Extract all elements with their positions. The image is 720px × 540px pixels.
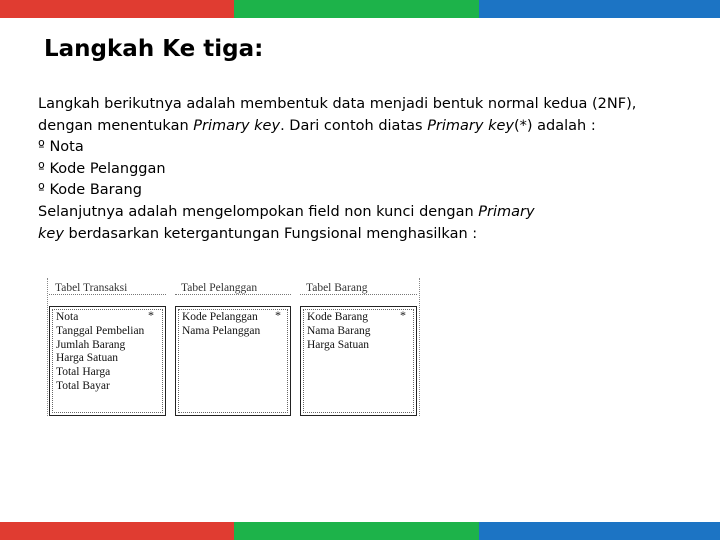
text-run: Selanjutnya adalah mengelompokan field non kunci dengan [38,203,479,220]
bullet-kode-barang [38,180,688,202]
text-run: (*) adalah : [513,117,596,134]
bullet-kode-pelanggan [38,159,688,181]
bottom-color-bar [0,522,720,540]
field-item: Total Harga [56,366,111,379]
body-line-1 [38,94,688,116]
table-barang [300,278,417,416]
bullet-nota [38,137,688,159]
field-item: Nama Barang [307,324,371,337]
text-run-italic: Primary [478,203,535,220]
slide-body [38,94,688,245]
bottom-bar-blue-segment [479,522,720,540]
bottom-bar-green-segment [234,522,479,540]
text-run: º Kode Pelanggan [38,160,166,177]
text-run: . Dari contoh diatas [280,117,428,134]
primary-key-marker: * [148,308,154,322]
field-item: Tanggal Pembelian [56,324,145,337]
field-list [56,311,144,394]
field-item: Total Bayar [56,379,110,392]
table-diagram [47,278,420,416]
field-item: Harga Satuan [307,338,370,351]
field-list [307,311,371,352]
field-item: Kode Barang [307,311,368,323]
top-bar-red-segment [0,0,234,18]
table-title: Tabel Barang [306,282,368,294]
body-line-2 [38,116,688,138]
field-item: Nota [56,311,79,323]
body-line-7 [38,224,688,246]
text-run-italic: key [38,225,64,242]
text-run: dengan menentukan [38,117,194,134]
table-title: Tabel Pelanggan [181,282,258,294]
field-item: Kode Pelanggan [182,311,258,323]
text-run: º Nota [38,139,84,156]
field-item: Jumlah Barang [56,338,126,351]
slide-title: Langkah Ke tiga: [44,36,264,62]
field-item: Nama Pelanggan [182,324,261,337]
text-run: º Kode Barang [38,182,142,199]
text-run-italic: Primary key [193,117,281,134]
table-pelanggan [175,278,291,416]
text-run: Langkah berikutnya adalah membentuk data menjadi bentuk normal kedua (2NF), [38,96,637,112]
bottom-bar-red-segment [0,522,234,540]
top-bar-blue-segment [479,0,720,18]
field-list [182,311,260,339]
text-run: berdasarkan ketergantungan Fungsional menghasilkan : [63,225,478,242]
body-line-6 [38,202,688,224]
primary-key-marker: * [275,308,281,322]
table-title: Tabel Transaksi [55,282,128,294]
text-run-italic: Primary key [427,117,514,134]
top-bar-green-segment [234,0,479,18]
table-transaksi [49,278,166,416]
primary-key-marker: * [400,308,406,322]
field-item: Harga Satuan [56,352,119,365]
top-color-bar [0,0,720,18]
